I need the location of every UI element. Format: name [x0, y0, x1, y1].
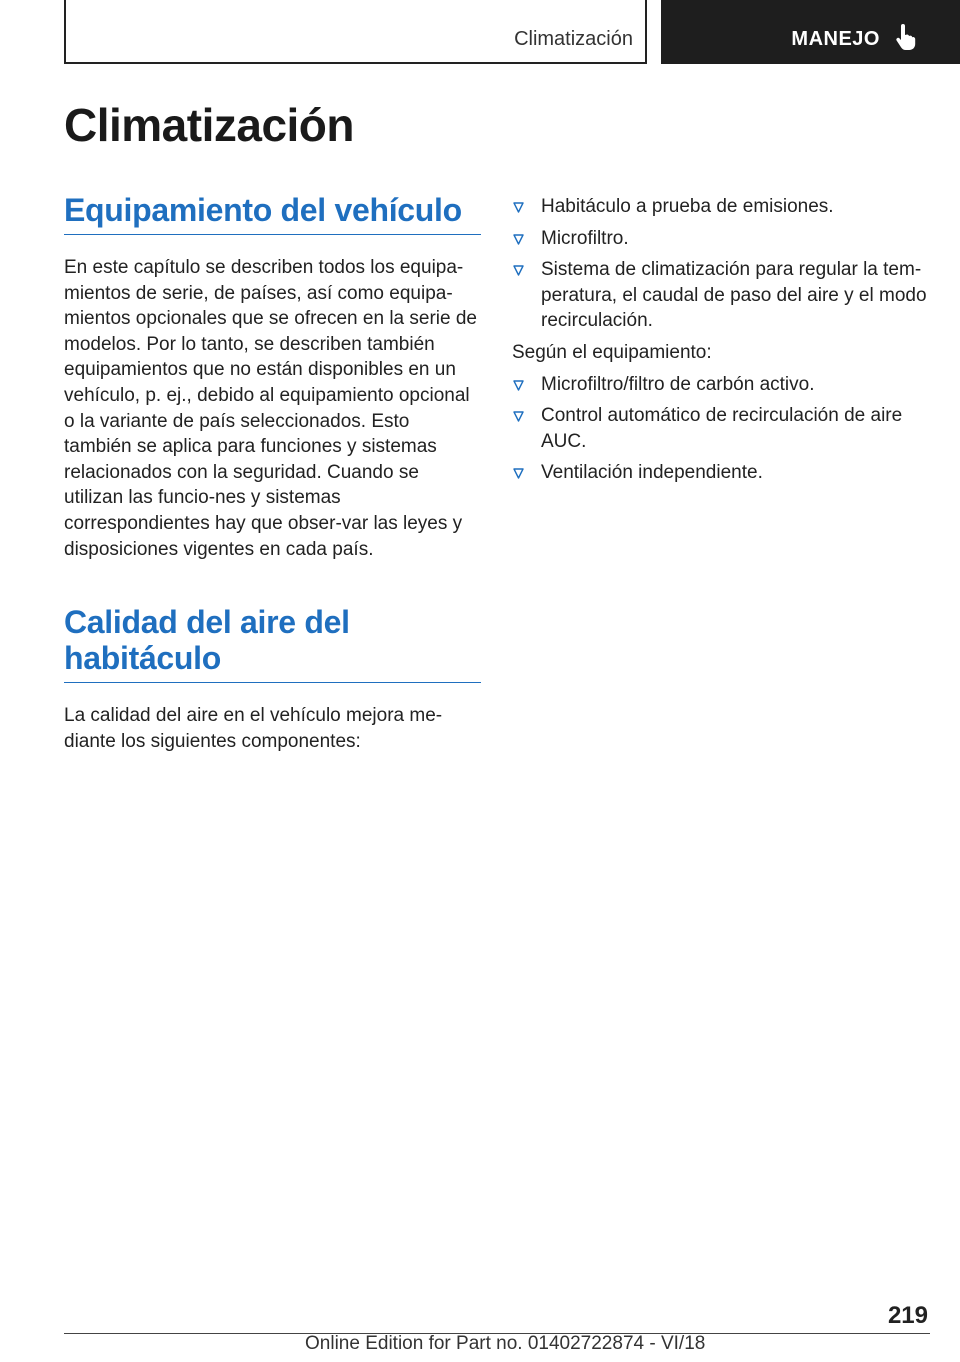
triangle-bullet-icon — [513, 234, 524, 245]
header-tab-label: MANEJO — [791, 27, 880, 50]
triangle-bullet-icon — [513, 202, 524, 213]
section-body-equipamiento: En este capítulo se describen todos los equipa-mientos de serie, de países, así como equipa-mientos opcionales que se ofrecen en la serie de modelos. Por lo tanto, se describen también equipamientos que no están disponibles en un vehículo, p. ej., debido al equipamiento opcional o la variante de país seleccionados. Esto también se aplica para funciones y sistemas relacionados con la seguridad. Cuando se utilizan las funcio-nes y sistemas correspondientes hay que obser-var las leyes y disposiciones vigentes en cada país. — [64, 257, 477, 560]
page-number: 219 — [887, 1302, 928, 1329]
components-list — [512, 194, 932, 334]
list-item — [512, 372, 932, 398]
triangle-bullet-icon — [513, 411, 524, 422]
triangle-bullet-icon — [513, 265, 524, 276]
list-item-text: Ventilación independiente. — [541, 462, 763, 484]
header-chapter-tab[interactable] — [661, 0, 960, 64]
list-item — [512, 257, 932, 334]
triangle-bullet-icon — [513, 380, 524, 391]
hand-pointer-icon — [894, 24, 916, 52]
chapter-title: Climatización — [64, 99, 355, 151]
list-item-text: Microfiltro/filtro de carbón activo. — [541, 373, 815, 395]
list-item — [512, 194, 932, 220]
header-section-box — [64, 0, 647, 64]
list-item-text: Microfiltro. — [541, 227, 629, 249]
right-column — [512, 194, 932, 492]
section-calidad-aire — [64, 604, 481, 754]
optional-equipment-list — [512, 372, 932, 486]
header-section-title: Climatización — [514, 28, 633, 50]
list-item-text: Habitáculo a prueba de emisiones. — [541, 196, 834, 217]
left-column — [64, 192, 481, 754]
footer-edition-text: Online Edition for Part no. 01402722874 - VI/18 — [305, 1333, 706, 1354]
equipment-intro: Según el equipamiento: — [512, 341, 712, 363]
section-heading-calidad-aire: Calidad del aire del habitáculo — [64, 604, 481, 683]
section-heading-equipamiento: Equipamiento del vehículo — [64, 192, 481, 235]
list-item — [512, 403, 932, 454]
list-item — [512, 460, 932, 486]
section-body-calidad-aire: La calidad del aire en el vehículo mejora me-diante los siguientes componentes: — [64, 705, 443, 752]
section-equipamiento — [64, 192, 481, 562]
list-item-text: Sistema de climatización para regular la tem-peratura, el caudal de paso del aire y el modo recirculación. — [541, 259, 927, 332]
list-item-text: Control automático de recirculación de aire AUC. — [541, 405, 903, 452]
list-item — [512, 226, 932, 252]
triangle-bullet-icon — [513, 468, 524, 479]
